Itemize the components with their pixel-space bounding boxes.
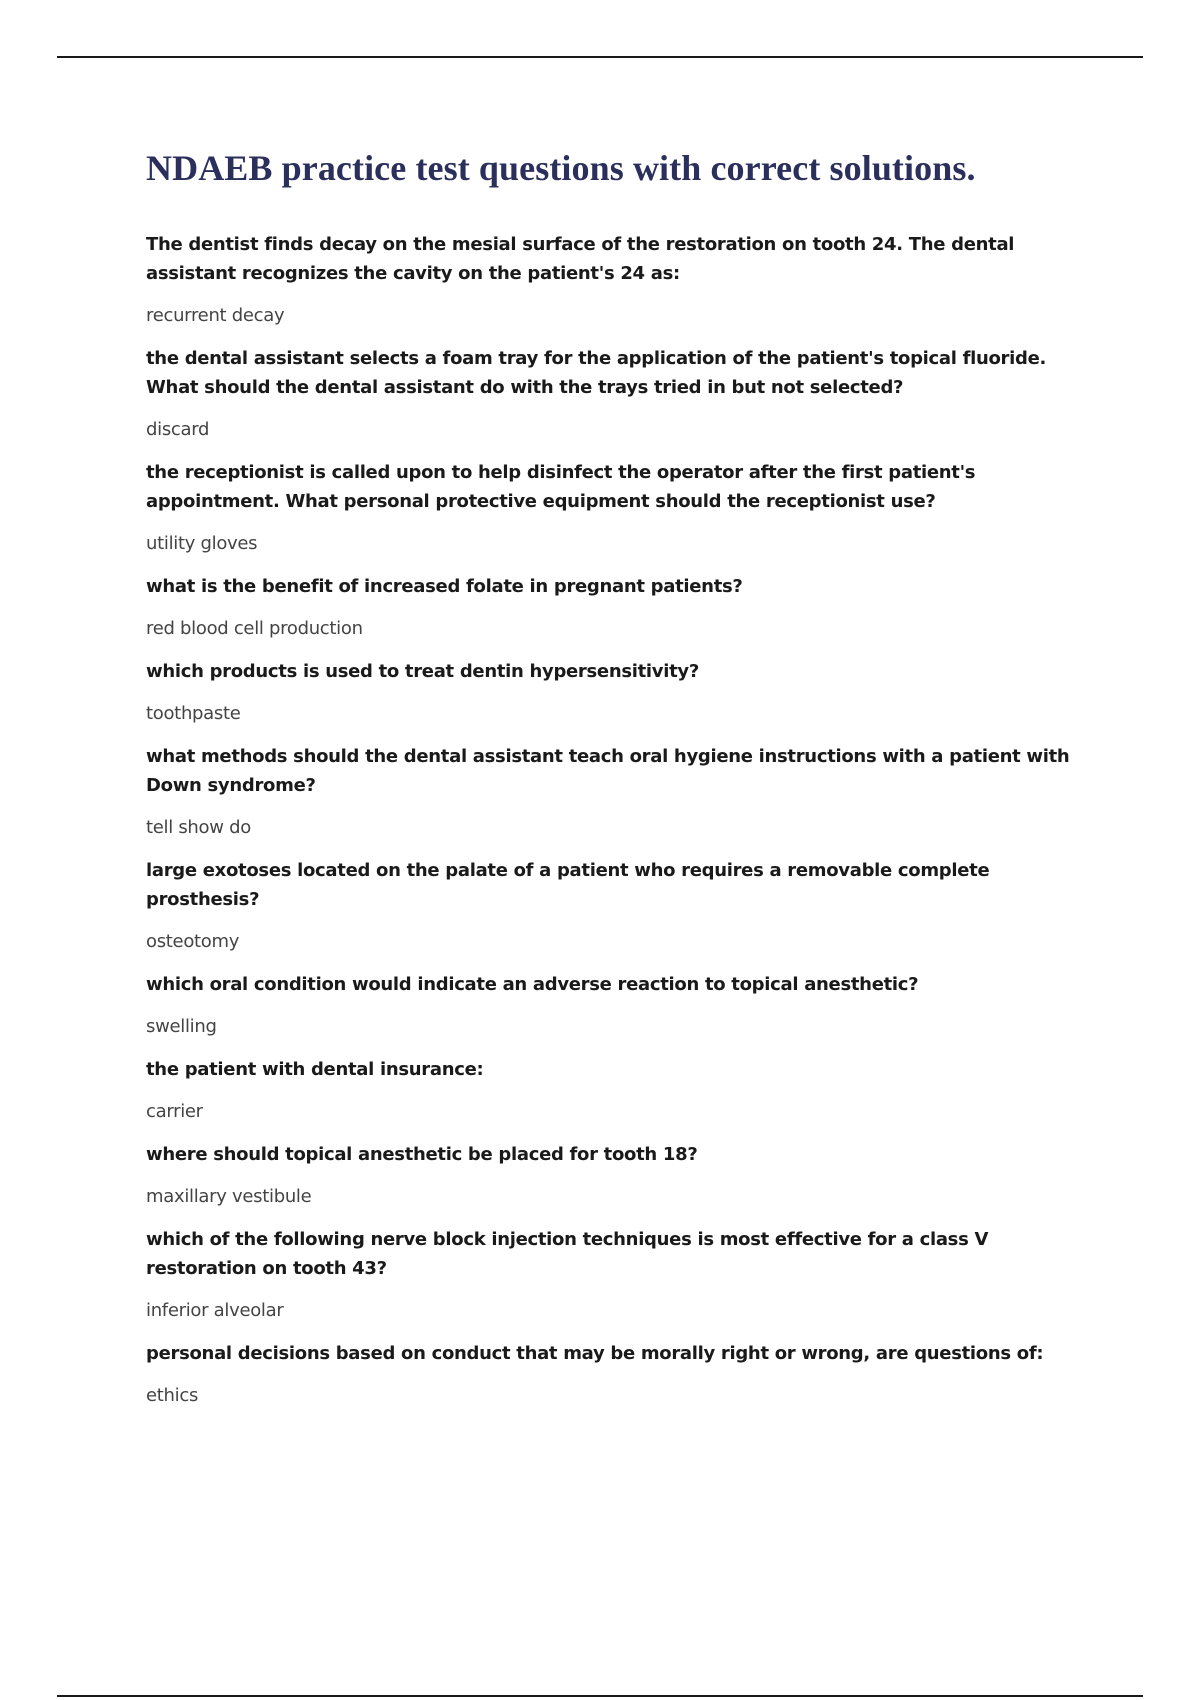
qa-item (146, 1225, 1076, 1325)
qa-item (146, 1055, 1076, 1126)
answer-text: swelling (146, 1016, 217, 1037)
question-text: which oral condition would indicate an adverse reaction to topical anesthetic? (146, 974, 919, 995)
qa-list (146, 230, 1076, 1410)
answer-text: ethics (146, 1385, 199, 1406)
question-text: large exotoses located on the palate of a patient who requires a removable complete prosthesis? (146, 860, 990, 910)
question-text: the dental assistant selects a foam tray for the application of the patient's topical fluoride. What should the dental assistant do with the trays tried in but not selected? (146, 348, 1047, 398)
answer-text: recurrent decay (146, 305, 285, 326)
answer-text: maxillary vestibule (146, 1186, 312, 1207)
question-text: The dentist finds decay on the mesial surface of the restoration on tooth 24. The dental assistant recognizes the cavity on the patient's 24 as: (146, 234, 1015, 284)
qa-item (146, 572, 1076, 643)
question-text: what is the benefit of increased folate in pregnant patients? (146, 576, 743, 597)
question-text: where should topical anesthetic be placed for tooth 18? (146, 1144, 698, 1165)
top-divider (57, 56, 1143, 58)
document-body (146, 142, 1076, 1424)
qa-item (146, 344, 1076, 444)
answer-text: discard (146, 419, 210, 440)
question-text: the receptionist is called upon to help disinfect the operator after the first patient's appointment. What personal protective equipment should the receptionist use? (146, 462, 976, 512)
answer-text: toothpaste (146, 703, 241, 724)
qa-item (146, 856, 1076, 956)
question-text: what methods should the dental assistant teach oral hygiene instructions with a patient with Down syndrome? (146, 746, 1070, 796)
qa-item (146, 230, 1076, 330)
answer-text: utility gloves (146, 533, 258, 554)
answer-text: osteotomy (146, 931, 240, 952)
bottom-divider (57, 1695, 1143, 1697)
document-title: NDAEB practice test questions with correct solutions. (146, 148, 976, 188)
qa-item (146, 458, 1076, 558)
question-text: which of the following nerve block injection techniques is most effective for a class V restoration on tooth 43? (146, 1229, 989, 1279)
answer-text: red blood cell production (146, 618, 363, 639)
answer-text: tell show do (146, 817, 251, 838)
qa-item (146, 1140, 1076, 1211)
answer-text: inferior alveolar (146, 1300, 284, 1321)
question-text: personal decisions based on conduct that may be morally right or wrong, are questions of: (146, 1343, 1044, 1364)
qa-item (146, 742, 1076, 842)
qa-item (146, 657, 1076, 728)
qa-item (146, 970, 1076, 1041)
question-text: the patient with dental insurance: (146, 1059, 484, 1080)
answer-text: carrier (146, 1101, 203, 1122)
question-text: which products is used to treat dentin hypersensitivity? (146, 661, 699, 682)
qa-item (146, 1339, 1076, 1410)
